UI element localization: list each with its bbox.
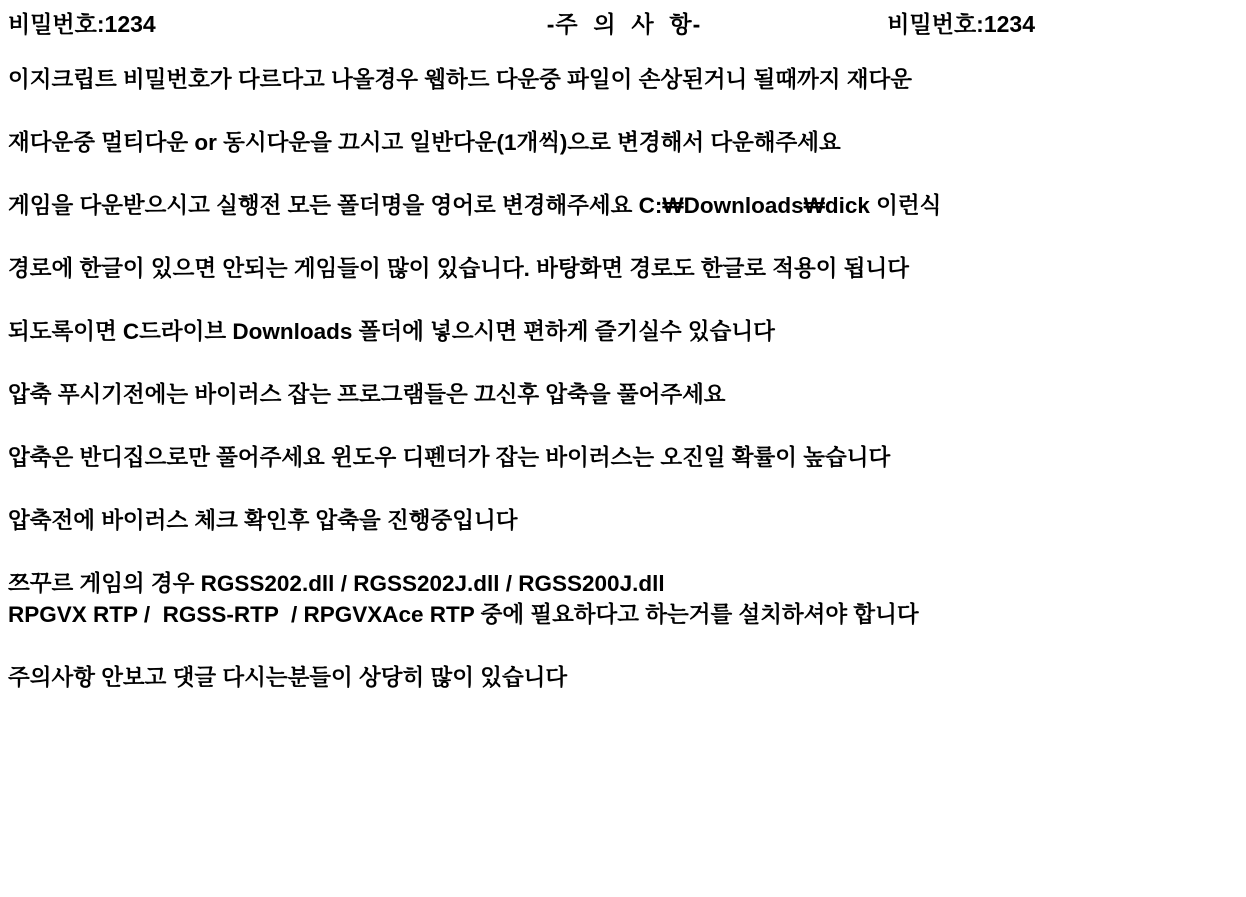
password-left-label: 비밀번호:1234 — [8, 11, 156, 37]
notice-line: 압축전에 바이러스 체크 확인후 압축을 진행중입니다 — [8, 508, 518, 533]
notice-line: 주의사항 안보고 댓글 다시는분들이 상당히 많이 있습니다 — [8, 665, 568, 690]
notice-line: 이지크립트 비밀번호가 다르다고 나올경우 웹하드 다운중 파일이 손상된거니 될때까지 재다운 — [8, 67, 912, 92]
notice-line: 게임을 다운받으시고 실행전 모든 폴더명을 영어로 변경해주세요 C:₩Downloads₩dick 이런식 — [8, 193, 942, 218]
notice-line: RPGVX RTP / RGSS-RTP / RPGVXAce RTP 중에 필요하다고 하는거를 설치하셔야 합니다 — [8, 602, 919, 627]
document-header — [8, 10, 1240, 44]
notice-line: 경로에 한글이 있으면 안되는 게임들이 많이 있습니다. 바탕화면 경로도 한글로 적용이 됩니다 — [8, 256, 909, 281]
notice-line: 압축은 반디집으로만 풀어주세요 윈도우 디펜더가 잡는 바이러스는 오진일 확률이 높습니다 — [8, 445, 891, 470]
notice-line: 되도록이면 C드라이브 Downloads 폴더에 넣으시면 편하게 즐기실수 있습니다 — [8, 319, 775, 344]
notice-line: 쯔꾸르 게임의 경우 RGSS202.dll / RGSS202J.dll / RGSS200J.dll — [8, 571, 665, 596]
password-right-label: 비밀번호:1234 — [887, 11, 1035, 37]
page-title: -주 의 사 항- — [546, 11, 702, 37]
notice-line: 압축 푸시기전에는 바이러스 잡는 프로그램들은 끄신후 압축을 풀어주세요 — [8, 382, 726, 407]
notice-body — [8, 66, 1240, 691]
notice-line: 재다운중 멀티다운 or 동시다운을 끄시고 일반다운(1개씩)으로 변경해서 다운해주세요 — [8, 130, 841, 155]
